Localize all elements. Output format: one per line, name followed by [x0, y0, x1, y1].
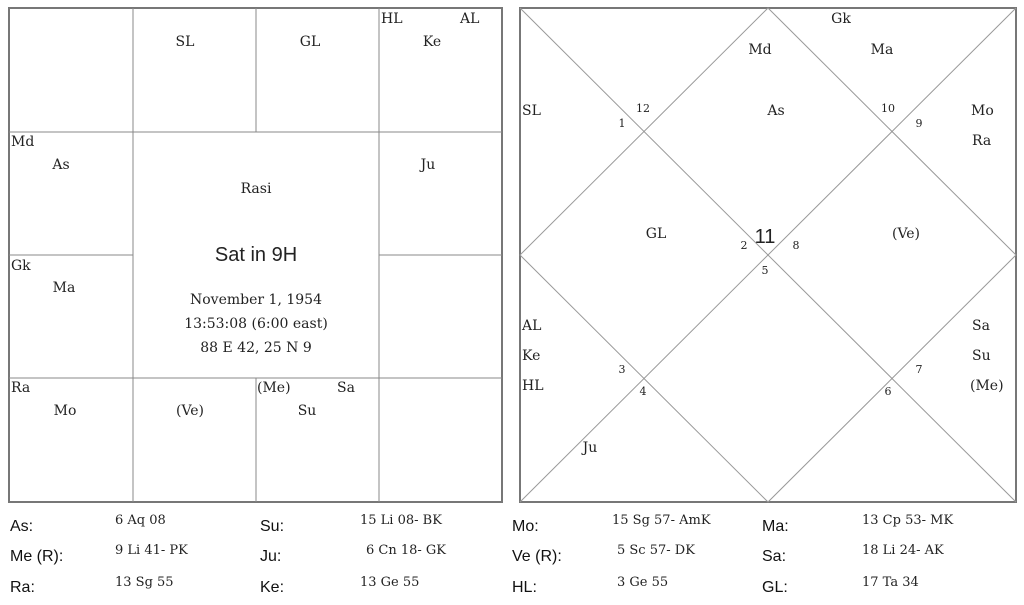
planet-me: (Me)	[257, 380, 291, 396]
pos-label: Su:	[260, 518, 285, 535]
pos-value: 5 Sc 57- DK	[617, 543, 695, 558]
house-number-2: 2	[740, 239, 748, 252]
pos-label: Ke:	[260, 579, 285, 596]
planet-hl: HL	[381, 11, 403, 27]
house-number-12: 12	[636, 102, 650, 115]
pos-value: 3 Ge 55	[617, 575, 669, 590]
north-planet-gk: Gk	[831, 11, 851, 27]
pos-label: Ju:	[260, 548, 282, 565]
planet-ma: Ma	[52, 280, 76, 296]
planet-ve: (Ve)	[175, 403, 205, 419]
pos-value: 6 Cn 18- GK	[366, 543, 447, 558]
north-planet-mo: Mo	[971, 103, 994, 119]
planet-su: Su	[297, 403, 317, 419]
birth-time: 13:53:08 (6:00 east)	[184, 316, 328, 332]
house-number-10: 10	[881, 102, 895, 115]
planet-gk: Gk	[11, 258, 31, 274]
planet-ra: Ra	[11, 380, 31, 396]
house-number-11: 11	[754, 226, 776, 248]
north-planet-ju: Ju	[582, 440, 598, 456]
pos-label: As:	[10, 518, 34, 535]
planet-gl: GL	[299, 34, 321, 50]
pos-value: 18 Li 24- AK	[862, 543, 944, 558]
house-number-4: 4	[639, 385, 647, 398]
pos-label: HL:	[512, 579, 537, 596]
pos-value: 15 Sg 57- AmK	[612, 513, 711, 528]
north-planet-gl: GL	[645, 226, 667, 242]
north-planet-ve: (Ve)	[891, 226, 921, 242]
pos-value: 13 Ge 55	[360, 575, 420, 590]
pos-label: Sa:	[762, 548, 787, 565]
house-number-5: 5	[761, 264, 769, 277]
pos-label: Ve (R):	[512, 548, 562, 565]
north-planet-as: As	[767, 103, 785, 119]
north-planet-sa: Sa	[972, 318, 990, 334]
house-number-8: 8	[792, 239, 800, 252]
planet-ke: Ke	[422, 34, 442, 50]
birth-date: November 1, 1954	[190, 292, 322, 308]
house-number-3: 3	[618, 363, 626, 376]
north-planet-su: Su	[972, 348, 991, 364]
house-number-7: 7	[915, 363, 923, 376]
pos-value: 15 Li 08- BK	[360, 513, 442, 528]
pos-label: Mo:	[512, 518, 539, 535]
planet-ju: Ju	[420, 157, 436, 173]
pos-label: Ra:	[10, 579, 35, 596]
pos-value: 9 Li 41- PK	[115, 543, 188, 558]
pos-value: 6 Aq 08	[115, 513, 166, 528]
chart-subtitle: Sat in 9H	[214, 244, 298, 266]
planet-sa: Sa	[337, 380, 355, 396]
planet-mo: Mo	[53, 403, 77, 419]
north-planet-ke: Ke	[522, 348, 541, 364]
north-planet-md: Md	[748, 42, 772, 58]
planet-al: AL	[460, 11, 480, 27]
pos-label: Ma:	[762, 518, 789, 535]
house-number-1: 1	[618, 117, 626, 130]
north-planet-me: (Me)	[970, 378, 1004, 394]
pos-value: 17 Ta 34	[862, 575, 919, 590]
north-planet-hl: HL	[522, 378, 544, 394]
pos-value: 13 Sg 55	[115, 575, 174, 590]
north-planet-sl: SL	[522, 103, 541, 119]
north-planet-ra: Ra	[972, 133, 992, 149]
pos-label: GL:	[762, 579, 788, 596]
chart-title: Rasi	[240, 181, 272, 197]
north-planet-al: AL	[522, 318, 542, 334]
planet-md: Md	[11, 134, 35, 150]
house-number-6: 6	[884, 385, 892, 398]
planet-as: As	[52, 157, 70, 173]
pos-label: Me (R):	[10, 548, 64, 565]
planet-sl: SL	[175, 34, 195, 50]
pos-value: 13 Cp 53- MK	[862, 513, 954, 528]
house-number-9: 9	[915, 117, 923, 130]
north-planet-ma: Ma	[870, 42, 894, 58]
birth-coords: 88 E 42, 25 N 9	[200, 340, 312, 356]
